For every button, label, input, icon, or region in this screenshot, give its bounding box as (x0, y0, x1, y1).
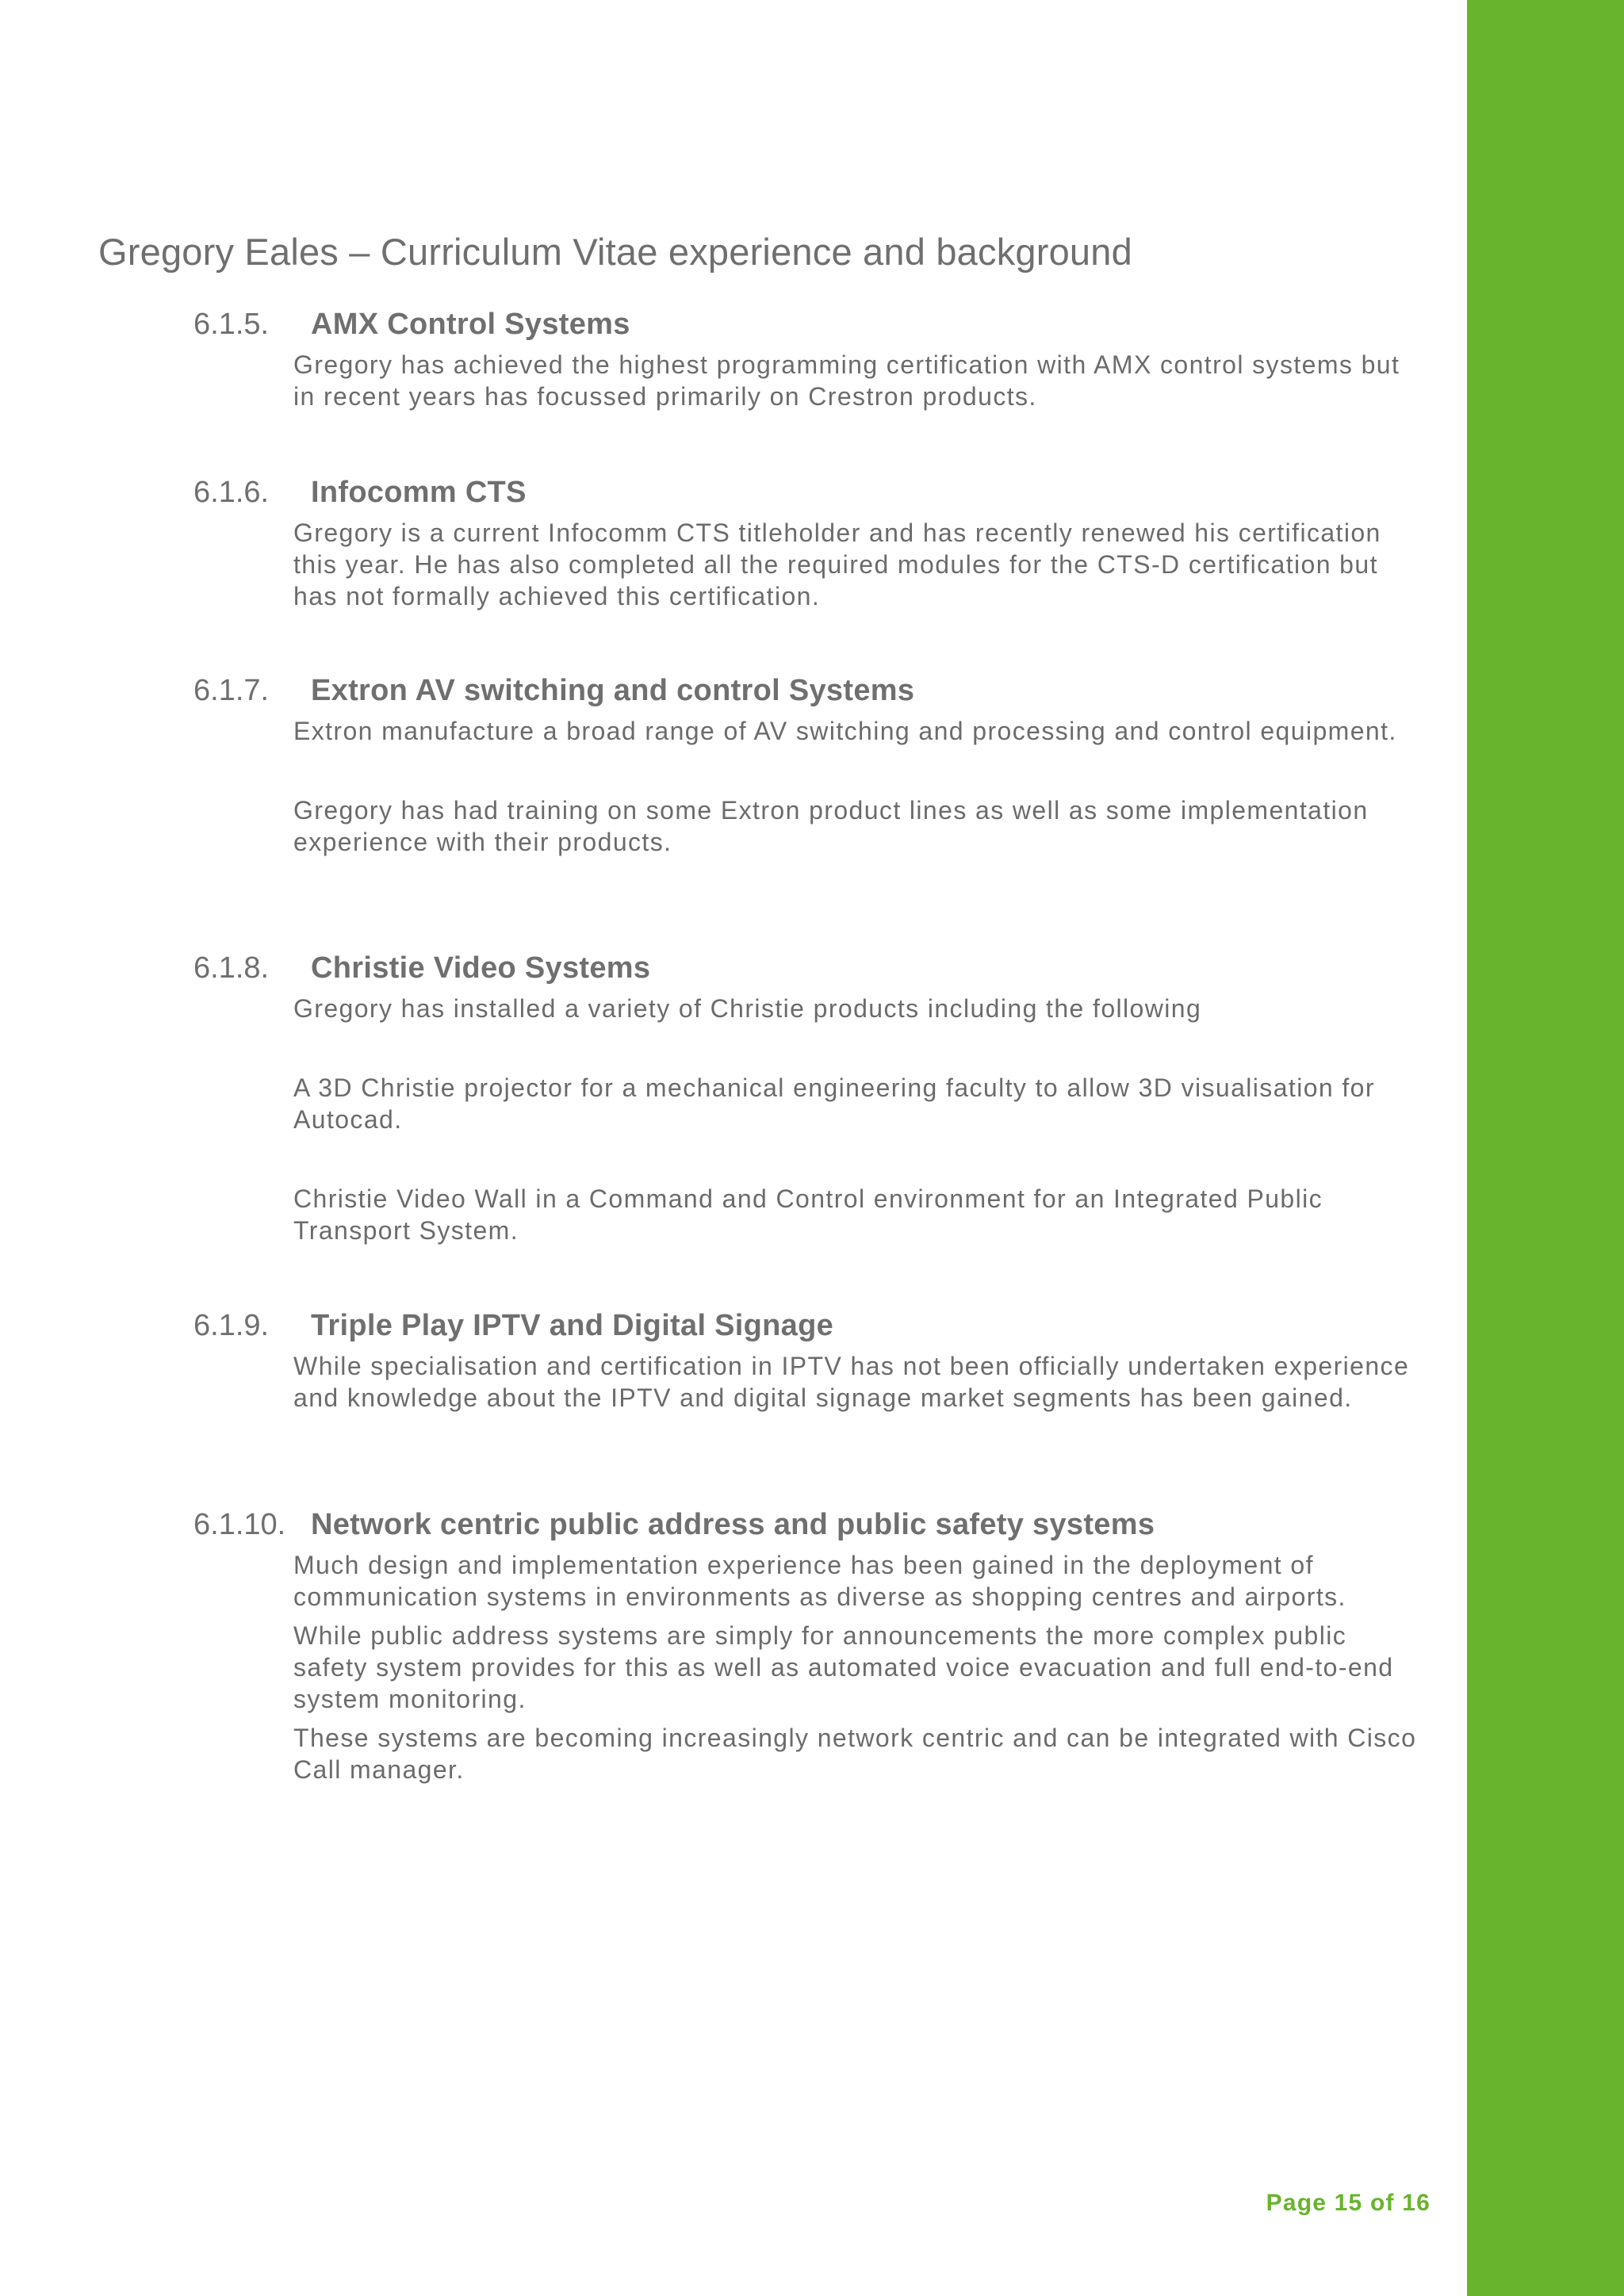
section-body (293, 349, 1427, 412)
paragraph: While public address systems are simply for announcements the more complex public safety system provides for this as well as automated voice evacuation and full end-to-end system monitoring. (293, 1621, 1394, 1713)
section-body (293, 1549, 1427, 1785)
section-heading: Christie Video Systems (311, 951, 651, 985)
paragraph: Much design and implementation experience has been gained in the deployment of communication systems in environments as diverse as shopping centres and airports. (293, 1551, 1346, 1611)
paragraph: Christie Video Wall in a Command and Control environment for an Integrated Public Transport System. (293, 1184, 1323, 1245)
section-number: 6.1.8. (193, 951, 270, 985)
section-number: 6.1.7. (193, 674, 270, 707)
paragraph: These systems are becoming increasingly network centric and can be integrated with Cisco Call manager. (293, 1724, 1417, 1784)
paragraph: Gregory has achieved the highest programming certification with AMX control systems but in recent years has focussed primarily on Crestron products. (293, 350, 1400, 411)
paragraph: While specialisation and certification in IPTV has not been officially undertaken experience and knowledge about the IPTV and digital signage market segments has been gained. (293, 1352, 1410, 1412)
page-title: Gregory Eales – Curriculum Vitae experience and background (98, 231, 1132, 273)
section-number: 6.1.6. (193, 476, 270, 509)
section-body (293, 517, 1427, 612)
section-heading: Extron AV switching and control Systems (311, 674, 915, 707)
section-body (293, 993, 1427, 1246)
paragraph: A 3D Christie projector for a mechanical engineering faculty to allow 3D visualisation for Autocad. (293, 1073, 1375, 1134)
section-body (293, 715, 1427, 858)
section-heading: AMX Control Systems (311, 308, 630, 341)
paragraph: Gregory is a current Infocomm CTS titleholder and has recently renewed his certification this year. He has also completed all the required modules for the CTS-D certification but has not formally achieved this certification. (293, 519, 1381, 610)
green-side-bar (1467, 0, 1624, 2296)
paragraph: Gregory has had training on some Extron product lines as well as some implementation experience with their products. (293, 796, 1369, 856)
section-heading: Infocomm CTS (311, 476, 527, 509)
page-number-footer: Page 15 of 16 (1266, 2190, 1431, 2216)
section-number: 6.1.9. (193, 1309, 270, 1342)
paragraph: Extron manufacture a broad range of AV switching and processing and control equipment. (293, 717, 1397, 745)
paragraph: Gregory has installed a variety of Christie products including the following (293, 994, 1202, 1023)
section-body (293, 1350, 1427, 1414)
section-heading: Network centric public address and public safety systems (311, 1508, 1155, 1541)
section-number: 6.1.10. (193, 1508, 286, 1541)
section-heading: Triple Play IPTV and Digital Signage (311, 1309, 834, 1342)
section-number: 6.1.5. (193, 308, 270, 341)
